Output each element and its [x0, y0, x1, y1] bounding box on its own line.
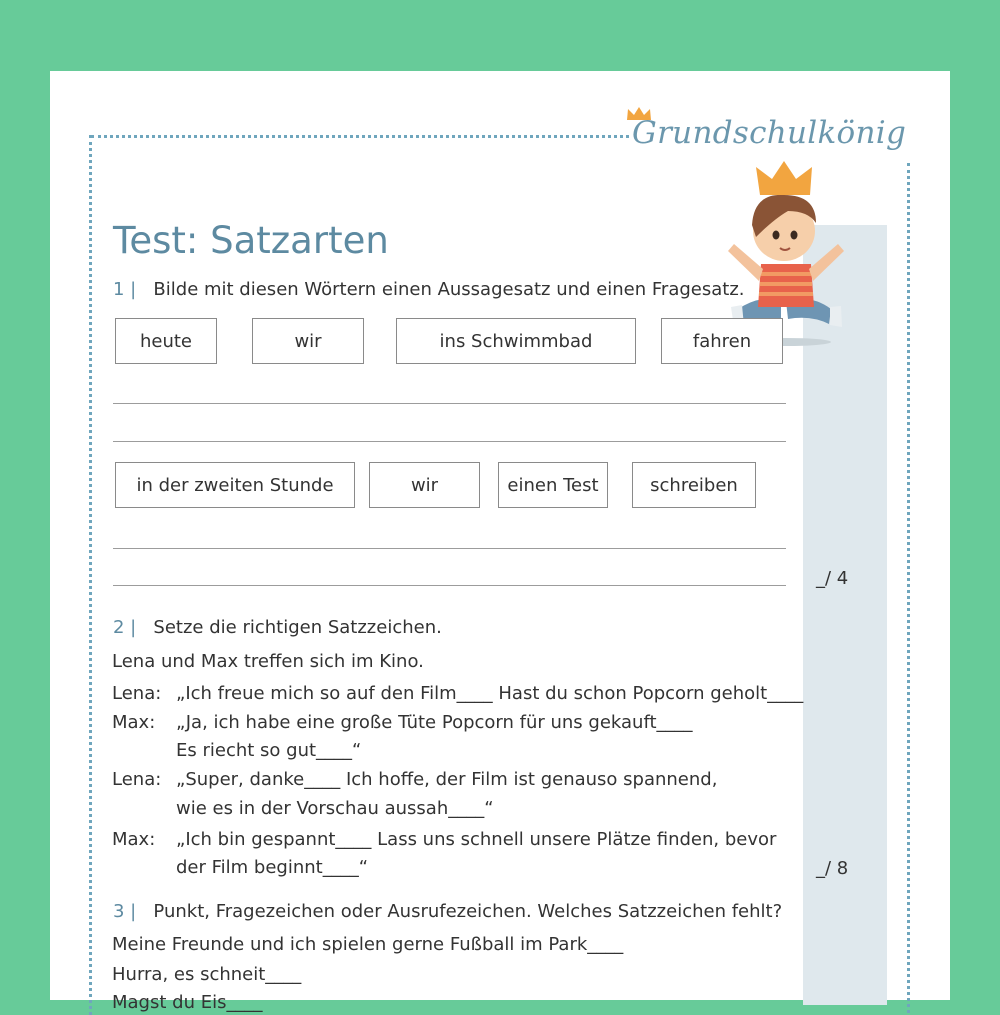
dialogue-line: „Ich freue mich so auf den Film____ Hast du schon Popcorn geholt____	[176, 683, 804, 704]
answer-line[interactable]	[113, 403, 786, 404]
word-box: fahren	[661, 318, 783, 364]
word-box: wir	[369, 462, 480, 508]
task1-number: 1 |	[113, 279, 137, 300]
dialogue-line: wie es in der Vorschau aussah____“	[176, 798, 494, 819]
dialogue-line: der Film beginnt____“	[176, 857, 369, 878]
worksheet	[50, 71, 950, 1013]
task2-intro: Lena und Max treffen sich im Kino.	[112, 651, 424, 672]
word-box: in der zweiten Stunde	[115, 462, 355, 508]
speaker-label: Max:	[112, 712, 156, 733]
task1-score: _/ 4	[816, 568, 849, 589]
word-box: einen Test	[498, 462, 608, 508]
dialogue-line: „Ja, ich habe eine große Tüte Popcorn für uns gekauft____	[176, 712, 693, 733]
task3-sentence: Magst du Eis____	[112, 992, 263, 1013]
speaker-label: Lena:	[112, 769, 162, 790]
dialogue-line: Es riecht so gut____“	[176, 740, 362, 761]
task2-heading	[113, 617, 442, 638]
page-title: Test: Satzarten	[113, 219, 389, 262]
word-box: ins Schwimmbad	[396, 318, 636, 364]
answer-line[interactable]	[113, 441, 786, 442]
dotted-border-left	[89, 135, 92, 1015]
brand-logo: Grundschulkönig	[632, 115, 907, 151]
dialogue-line: „Super, danke____ Ich hoffe, der Film ist genauso spannend,	[176, 769, 718, 790]
task1-prompt: Bilde mit diesen Wörtern einen Aussagesatz und einen Fragesatz.	[153, 279, 745, 300]
task3-sentence: Hurra, es schneit____	[112, 964, 302, 985]
speaker-label: Lena:	[112, 683, 162, 704]
task2-number: 2 |	[113, 617, 137, 638]
word-box: schreiben	[632, 462, 756, 508]
task3-heading	[113, 901, 782, 922]
answer-line[interactable]	[113, 548, 786, 549]
task2-score: _/ 8	[816, 858, 849, 879]
dialogue-line: „Ich bin gespannt____ Lass uns schnell unsere Plätze finden, bevor	[176, 829, 777, 850]
dotted-border-top	[91, 135, 629, 138]
dotted-border-right	[907, 163, 910, 1013]
task3-sentence: Meine Freunde und ich spielen gerne Fußball im Park____	[112, 934, 624, 955]
speaker-label: Max:	[112, 829, 156, 850]
task3-number: 3 |	[113, 901, 137, 922]
word-box: heute	[115, 318, 217, 364]
word-box: wir	[252, 318, 364, 364]
task3-prompt: Punkt, Fragezeichen oder Ausrufezeichen. Welches Satzzeichen fehlt?	[153, 901, 783, 922]
task1-heading	[113, 279, 745, 300]
answer-line[interactable]	[113, 585, 786, 586]
task2-prompt: Setze die richtigen Satzzeichen.	[153, 617, 442, 638]
